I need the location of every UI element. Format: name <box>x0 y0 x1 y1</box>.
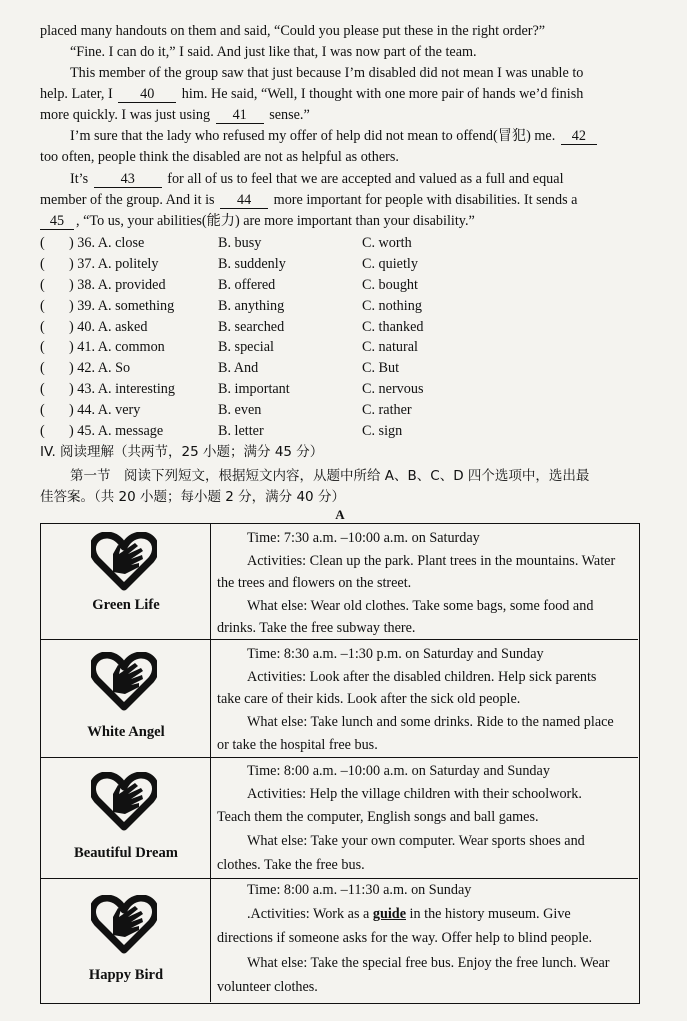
group-details: Time: 8:00 a.m. –11:30 a.m. on Sunday .Activities: Work as a guide in the history museum. Give directions if someone asks for the way. Offer help to blind people. What else: Take the special free bus. Enjoy the free lunch. Wear volunteer clothes. <box>211 879 636 1002</box>
group-cell <box>41 758 211 878</box>
passage-line: I’m sure that the lady who refused my offer of help did not mean to offend(冒犯) me. 42 <box>40 126 682 147</box>
option-row: ( ) 45. A. message B. letter C. sign <box>40 423 403 440</box>
section-instruction: 佳答案。（共 20 小题；每小题 2 分，满分 40 分） <box>40 489 345 505</box>
passage-label: A <box>335 507 345 522</box>
option-row: ( ) 44. A. very B. even C. rather <box>40 402 412 419</box>
passage-line: too often, people think the disabled are not as helpful as others. <box>40 149 399 165</box>
group-name: Happy Bird <box>88 967 164 983</box>
passage-line: “Fine. I can do it,” I said. And just like that, I was now part of the team. <box>70 44 477 60</box>
table-row-happy-bird <box>41 879 638 1002</box>
activities-line: .Activities: Work as a guide in the history museum. Give <box>247 906 571 922</box>
section-title: IV. 阅读理解（共两节，25 小题；满分 45 分） <box>40 444 324 460</box>
section-instruction: 第一节 阅读下列短文，根据短文内容，从题中所给 A、B、C、D 四个选项中，选出最 <box>70 468 590 484</box>
option-row: ( ) 42. A. So B. And C. But <box>40 360 400 377</box>
options-list <box>40 233 652 442</box>
passage-line: member of the group. And it is 44 more important for people with disabilities. It sends a <box>40 192 578 208</box>
group-name: White Angel <box>87 724 165 740</box>
volunteer-table <box>40 523 640 1004</box>
table-row-green-life <box>41 524 638 640</box>
blank-41[interactable]: 41 <box>216 107 264 124</box>
group-cell <box>41 879 211 1002</box>
table-row-white-angel <box>41 640 638 758</box>
option-row: ( ) 38. A. provided B. offered C. bought <box>40 276 418 293</box>
option-row: ( ) 36. A. close B. busy C. worth <box>40 235 412 251</box>
passage-line: more quickly. I was just using 41 sense.” <box>40 107 310 123</box>
group-details: Time: 7:30 a.m. –10:00 a.m. on Saturday Activities: Clean up the park. Plant trees in the mountains. Water the trees and flowers on the street. What else: Wear old clothes. Take some bags, some food and drinks. Take the free subway there. <box>217 530 616 636</box>
blank-44[interactable]: 44 <box>220 192 268 209</box>
option-row: ( ) 40. A. asked B. searched C. thanked <box>40 318 424 335</box>
group-name: Beautiful Dream <box>74 845 178 861</box>
heart-hand-icon <box>91 895 157 955</box>
option-row: ( ) 41. A. common B. special C. natural <box>40 339 418 356</box>
option-row: ( ) 39. A. something B. anything C. nothing <box>40 297 422 314</box>
heart-hand-icon <box>91 652 157 712</box>
blank-42[interactable]: 42 <box>561 128 597 145</box>
option-row: ( ) 43. A. interesting B. important C. nervous <box>40 381 424 398</box>
passage-line: 45 , “To us, your abilities(能力) are more important than your disability.” <box>40 211 652 232</box>
blank-40[interactable]: 40 <box>118 86 176 103</box>
group-name: Green Life <box>92 597 160 613</box>
group-cell <box>41 524 211 639</box>
passage-line: help. Later, I 40 him. He said, “Well, I thought with one more pair of hands we’d finish <box>40 86 584 102</box>
group-details: Time: 8:30 a.m. –1:30 p.m. on Saturday and Sunday Activities: Look after the disabled children. Help sick parents take care of their kids. Look after the sick old people. What else: Take lunch and some drinks. Ride to the named place or take the hospital free bus. <box>217 646 614 753</box>
option-row: ( ) 37. A. politely B. suddenly C. quietly <box>40 255 418 272</box>
heart-hand-icon <box>91 532 157 592</box>
passage-line: placed many handouts on them and said, “Could you please put these in the right order?” <box>40 23 546 39</box>
keyword-guide: guide <box>372 906 406 922</box>
group-cell <box>41 640 211 757</box>
blank-45[interactable]: 45 <box>40 213 74 230</box>
group-details: Time: 8:00 a.m. –10:00 a.m. on Saturday and Sunday Activities: Help the village children with their schoolwork. Teach them the computer, English songs and ball games. What else: Take your own computer. Wear sports shoes and clothes. Take the free bus. <box>217 763 585 873</box>
table-row-beautiful-dream <box>41 758 638 879</box>
heart-hand-icon <box>91 772 157 832</box>
passage-line: It’s 43 for all of us to feel that we are accepted and valued as a full and equal <box>70 171 564 187</box>
passage-line: This member of the group saw that just because I’m disabled did not mean I was unable to <box>70 65 584 81</box>
blank-43[interactable]: 43 <box>94 171 162 188</box>
